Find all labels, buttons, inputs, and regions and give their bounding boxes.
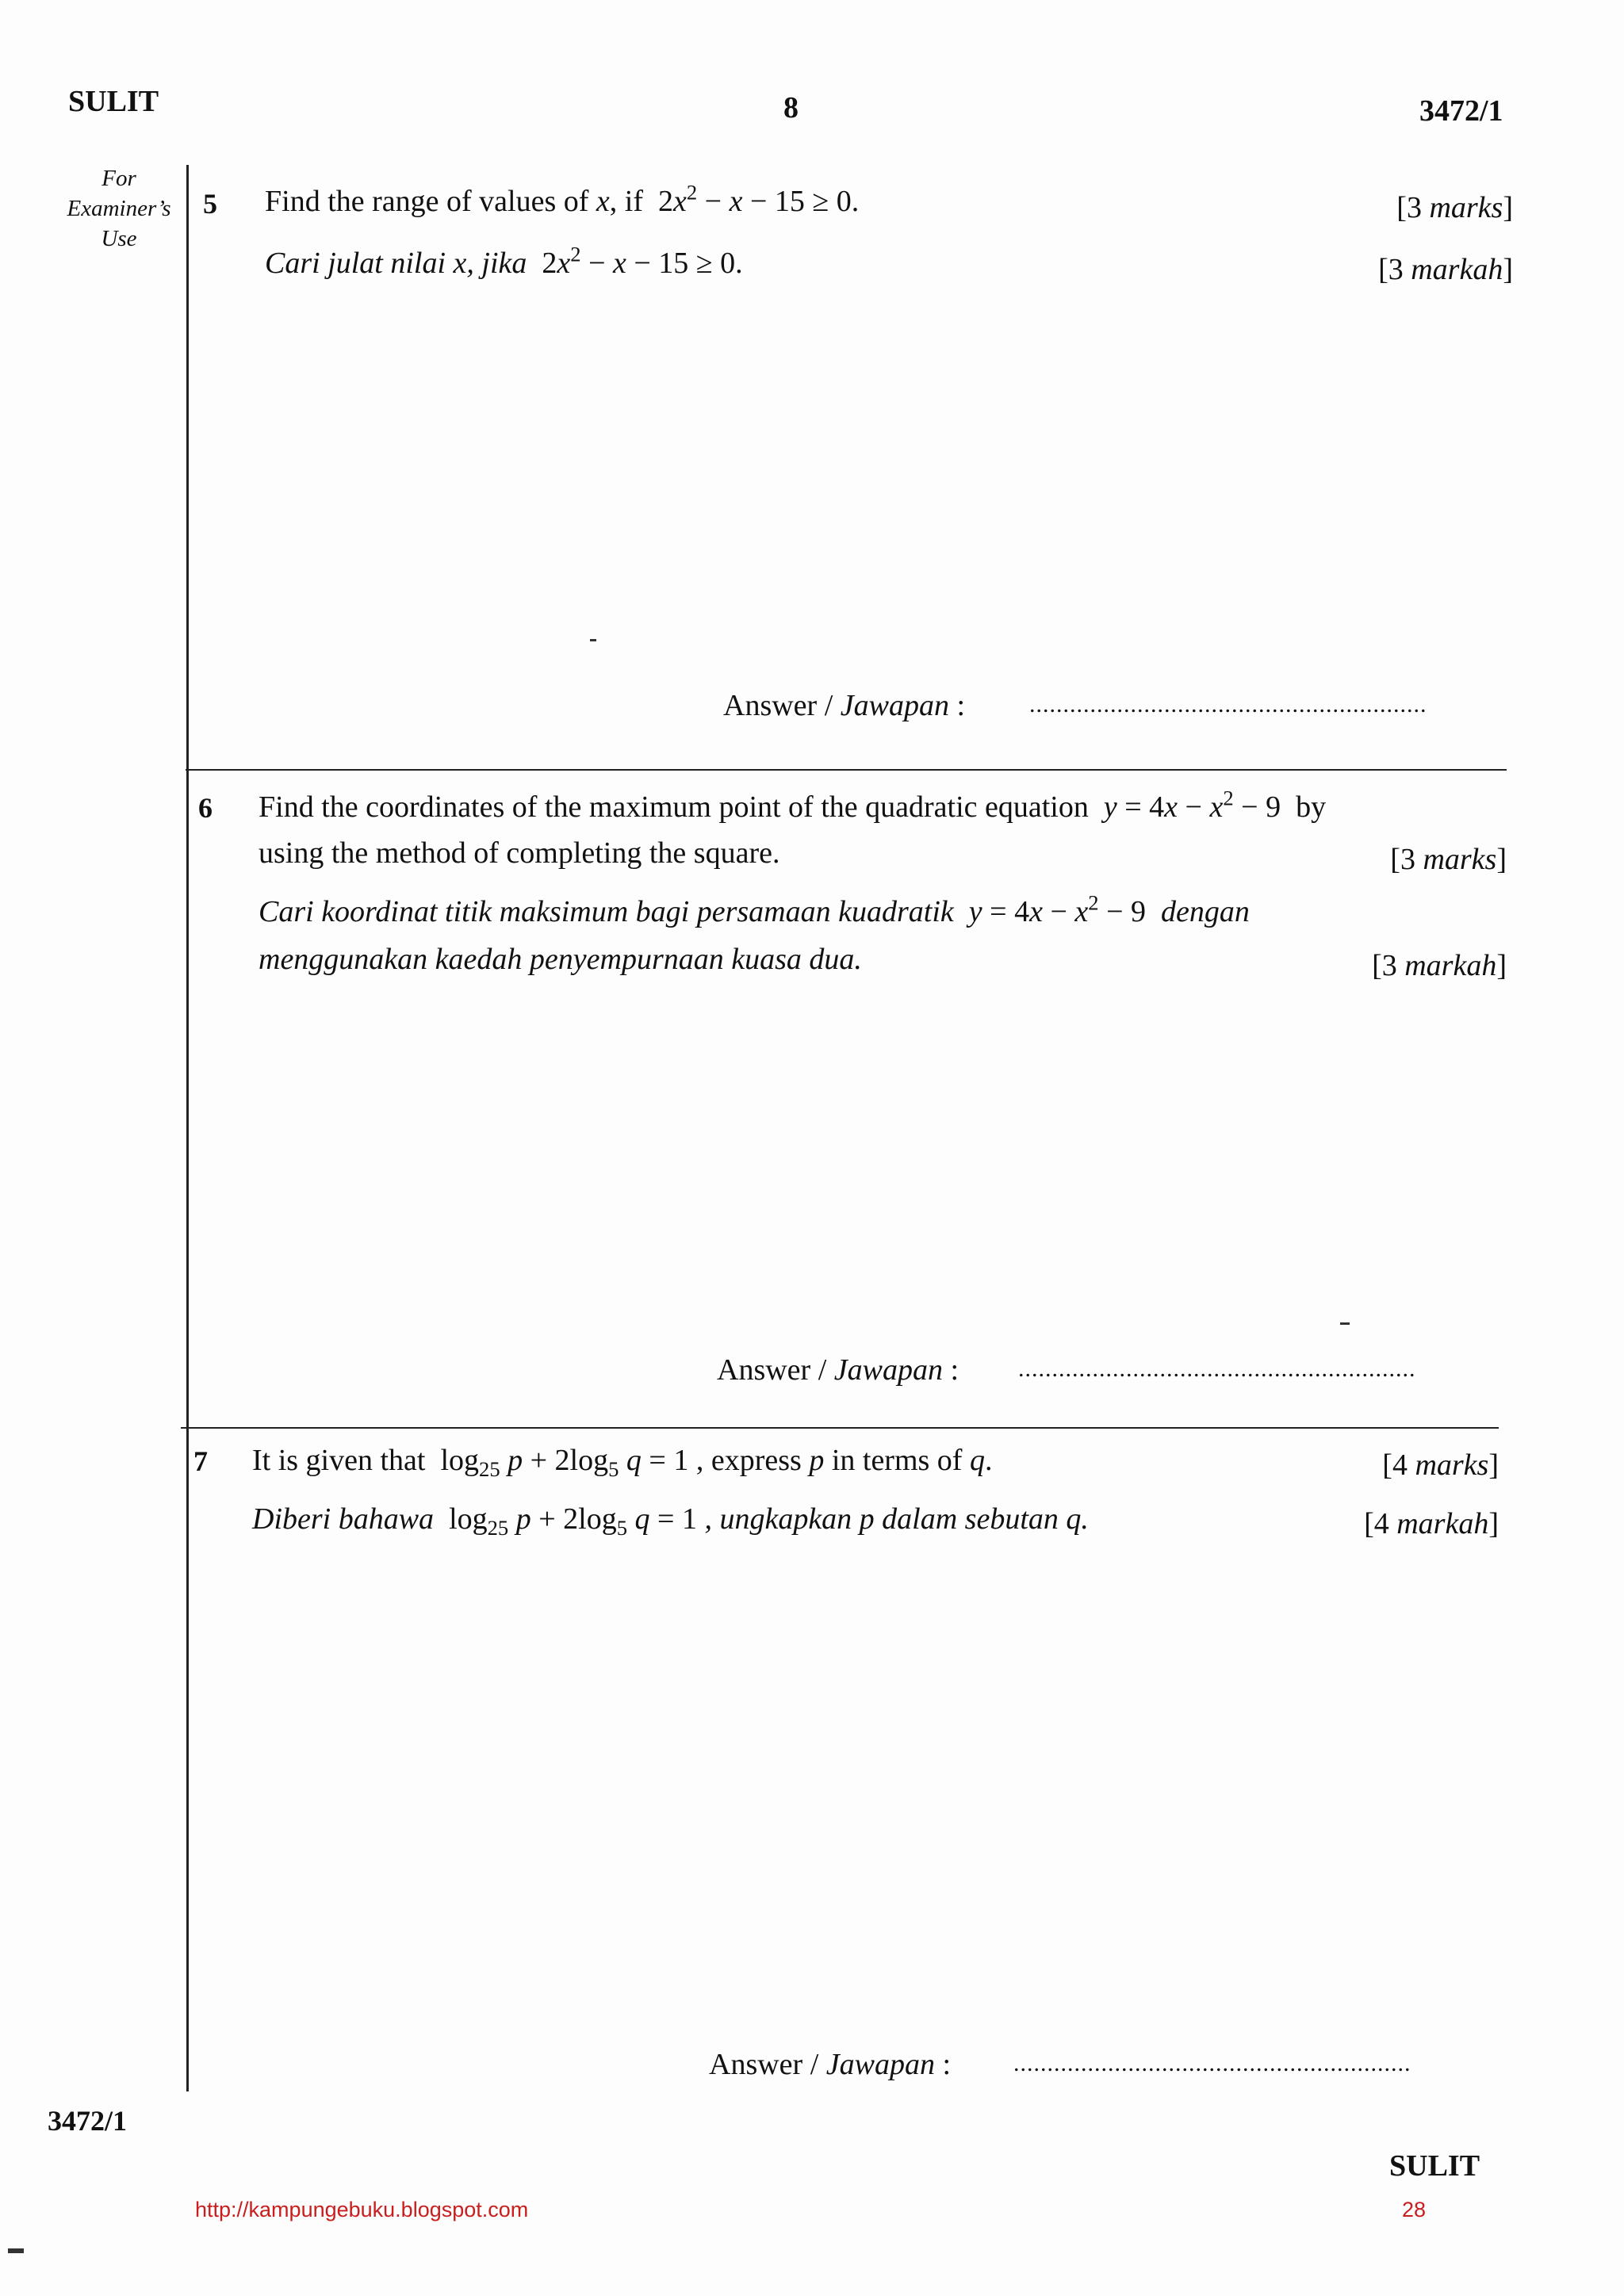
sidebar-label-for: For (102, 166, 136, 191)
question-6-malay-line2: menggunakan kaedah penyempurnaan kuasa dua. (259, 943, 862, 976)
header-paper-code: 3472/1 (1419, 94, 1503, 128)
question-5-english-text: Find the range of values of x, if $2x^2 - x - 15 \ge 0$. (265, 180, 860, 218)
question-6-number: 6 (198, 792, 213, 824)
scan-mark (8, 2248, 24, 2253)
scan-speck (590, 639, 596, 641)
question-6-marks-ms: [3 markah] (1372, 949, 1507, 982)
scan-speck (1340, 1322, 1350, 1325)
question-7-answer-label: Answer / Jawapan : (709, 2048, 952, 2081)
examiner-margin-rule (186, 165, 189, 2091)
question-5-answer-line[interactable]: ........................................................... (1029, 691, 1427, 718)
footer-page-number: 28 (1402, 2198, 1427, 2221)
footer-paper-code: 3472/1 (48, 2105, 128, 2137)
question-7-answer-line[interactable]: ........................................................... (1013, 2050, 1411, 2076)
question-6-answer-label: Answer / Jawapan : (717, 1353, 959, 1387)
question-7-number: 7 (193, 1445, 208, 1477)
question-6-answer-line[interactable]: ........................................................... (1018, 1356, 1416, 1382)
question-7-marks-en: [4 marks] (1382, 1448, 1499, 1482)
divider-q5-q6 (186, 769, 1507, 771)
footer-url-link[interactable]: http://kampungebuku.blogspot.com (195, 2198, 529, 2221)
question-5-english (265, 180, 860, 219)
question-5-answer-label: Answer / Jawapan : (723, 689, 966, 722)
question-6-malay-line1: Cari koordinat titik maksimum bagi persamaan kuadratik $y = 4x - x^2 - 9$ dengan (259, 890, 1250, 928)
question-7-english: It is given that $\log_{25} p + 2\log_5$ q = 1 , express p in terms of q. (252, 1444, 993, 1481)
question-6-english-line2: using the method of completing the square. (259, 836, 780, 870)
question-7-marks-ms: [4 markah] (1364, 1507, 1499, 1540)
sidebar-label-use: Use (101, 226, 137, 251)
header-page-number: 8 (783, 91, 799, 124)
question-7-malay: Diberi bahawa $\log_{25} p + 2\log_5$ q = 1 , ungkapkan p dalam sebutan q. (252, 1502, 1089, 1540)
question-6-english-line1: Find the coordinates of the maximum point of the quadratic equation $y = 4x - x^2 - 9$ by (259, 786, 1327, 824)
question-5-marks-en: [3 marks] (1396, 191, 1513, 224)
question-5-marks-ms: [3 markah] (1378, 253, 1513, 286)
header-sulit: SULIT (68, 85, 159, 118)
footer-sulit: SULIT (1389, 2149, 1480, 2183)
divider-q6-q7 (181, 1427, 1499, 1429)
sidebar-label-examiners: Examiner’s (67, 196, 171, 221)
question-6-marks-en: [3 marks] (1390, 843, 1507, 876)
question-5-number: 5 (203, 188, 217, 220)
question-5-malay: Cari julat nilai x, jika $2x^2 - x - 15 \ge 0$. (265, 242, 743, 280)
